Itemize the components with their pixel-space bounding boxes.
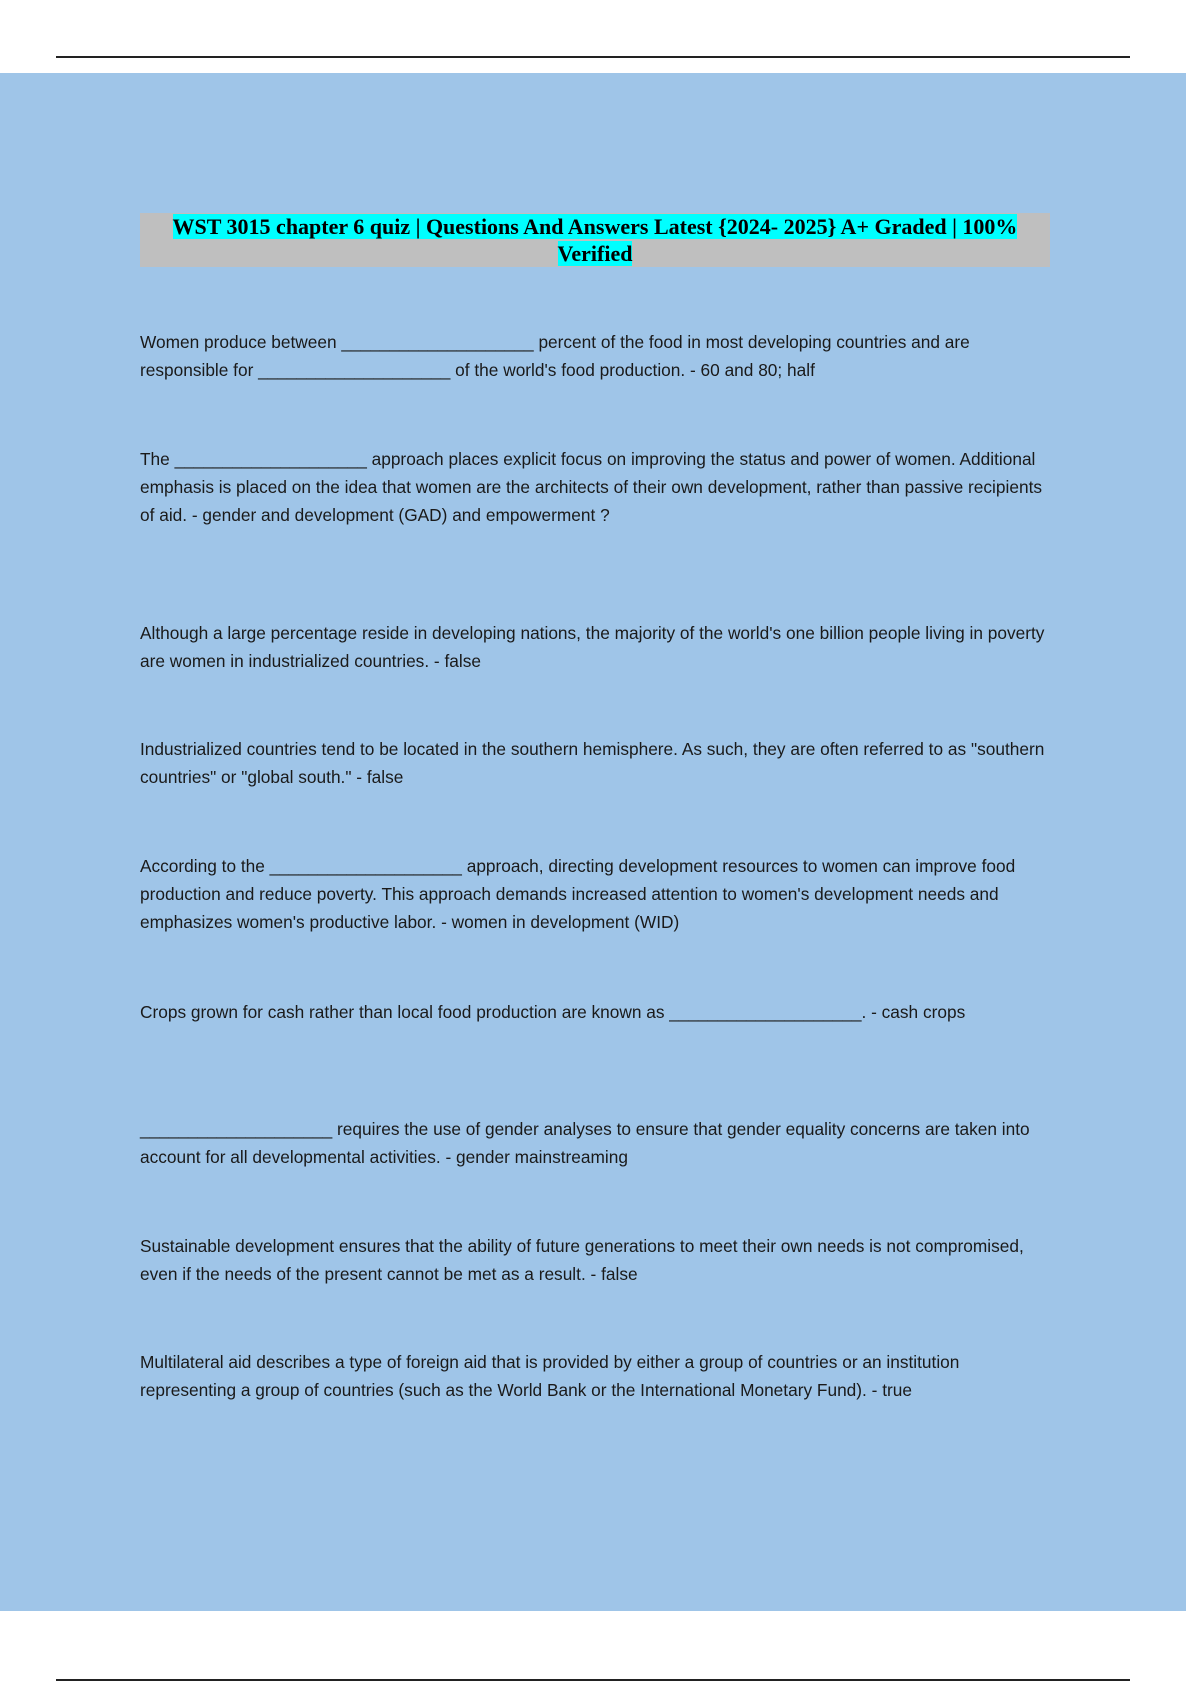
- top-divider: [56, 56, 1130, 58]
- question-item-9: Multilateral aid describes a type of foreign aid that is provided by either a group of countries or an institution representing a group of countries (such as the World Bank or the International Monetary Fund). - true: [140, 1352, 960, 1400]
- question-item-1: Women produce between ____________________ percent of the food in most developing countries and are responsible for ____________________ of the world's food production. - 60 and 80; half: [140, 332, 970, 380]
- question-item-8: Sustainable development ensures that the ability of future generations to meet their own needs is not compromised, even if the needs of the present cannot be met as a result. - false: [140, 1236, 1024, 1284]
- question-item-3: Although a large percentage reside in developing nations, the majority of the world's one billion people living in poverty are women in industrialized countries. - false: [140, 623, 1045, 671]
- question-item-5: According to the ____________________ approach, directing development resources to women can improve food production and reduce poverty. This approach demands increased attention to women's development needs and emphasizes women's productive labor. - women in development (WID): [140, 856, 1016, 932]
- document-title: [140, 213, 1050, 267]
- question-item-7: ____________________ requires the use of gender analyses to ensure that gender equality concerns are taken into account for all developmental activities. - gender mainstreaming: [140, 1119, 1030, 1167]
- question-item-6: Crops grown for cash rather than local food production are known as ____________________. - cash crops: [140, 1002, 966, 1022]
- question-item-2: The ____________________ approach places explicit focus on improving the status and power of women. Additional emphasis is placed on the idea that women are the architects of their own development, rather than passive recipients of aid. - gender and development (GAD) and empowerment ?: [140, 449, 1043, 525]
- document-title-text: WST 3015 chapter 6 quiz | Questions And Answers Latest {2024- 2025} A+ Graded | 100% Verified: [172, 214, 1018, 266]
- bottom-divider: [56, 1679, 1130, 1681]
- question-item-4: Industrialized countries tend to be located in the southern hemisphere. As such, they are often referred to as "southern countries" or "global south." - false: [140, 739, 1045, 787]
